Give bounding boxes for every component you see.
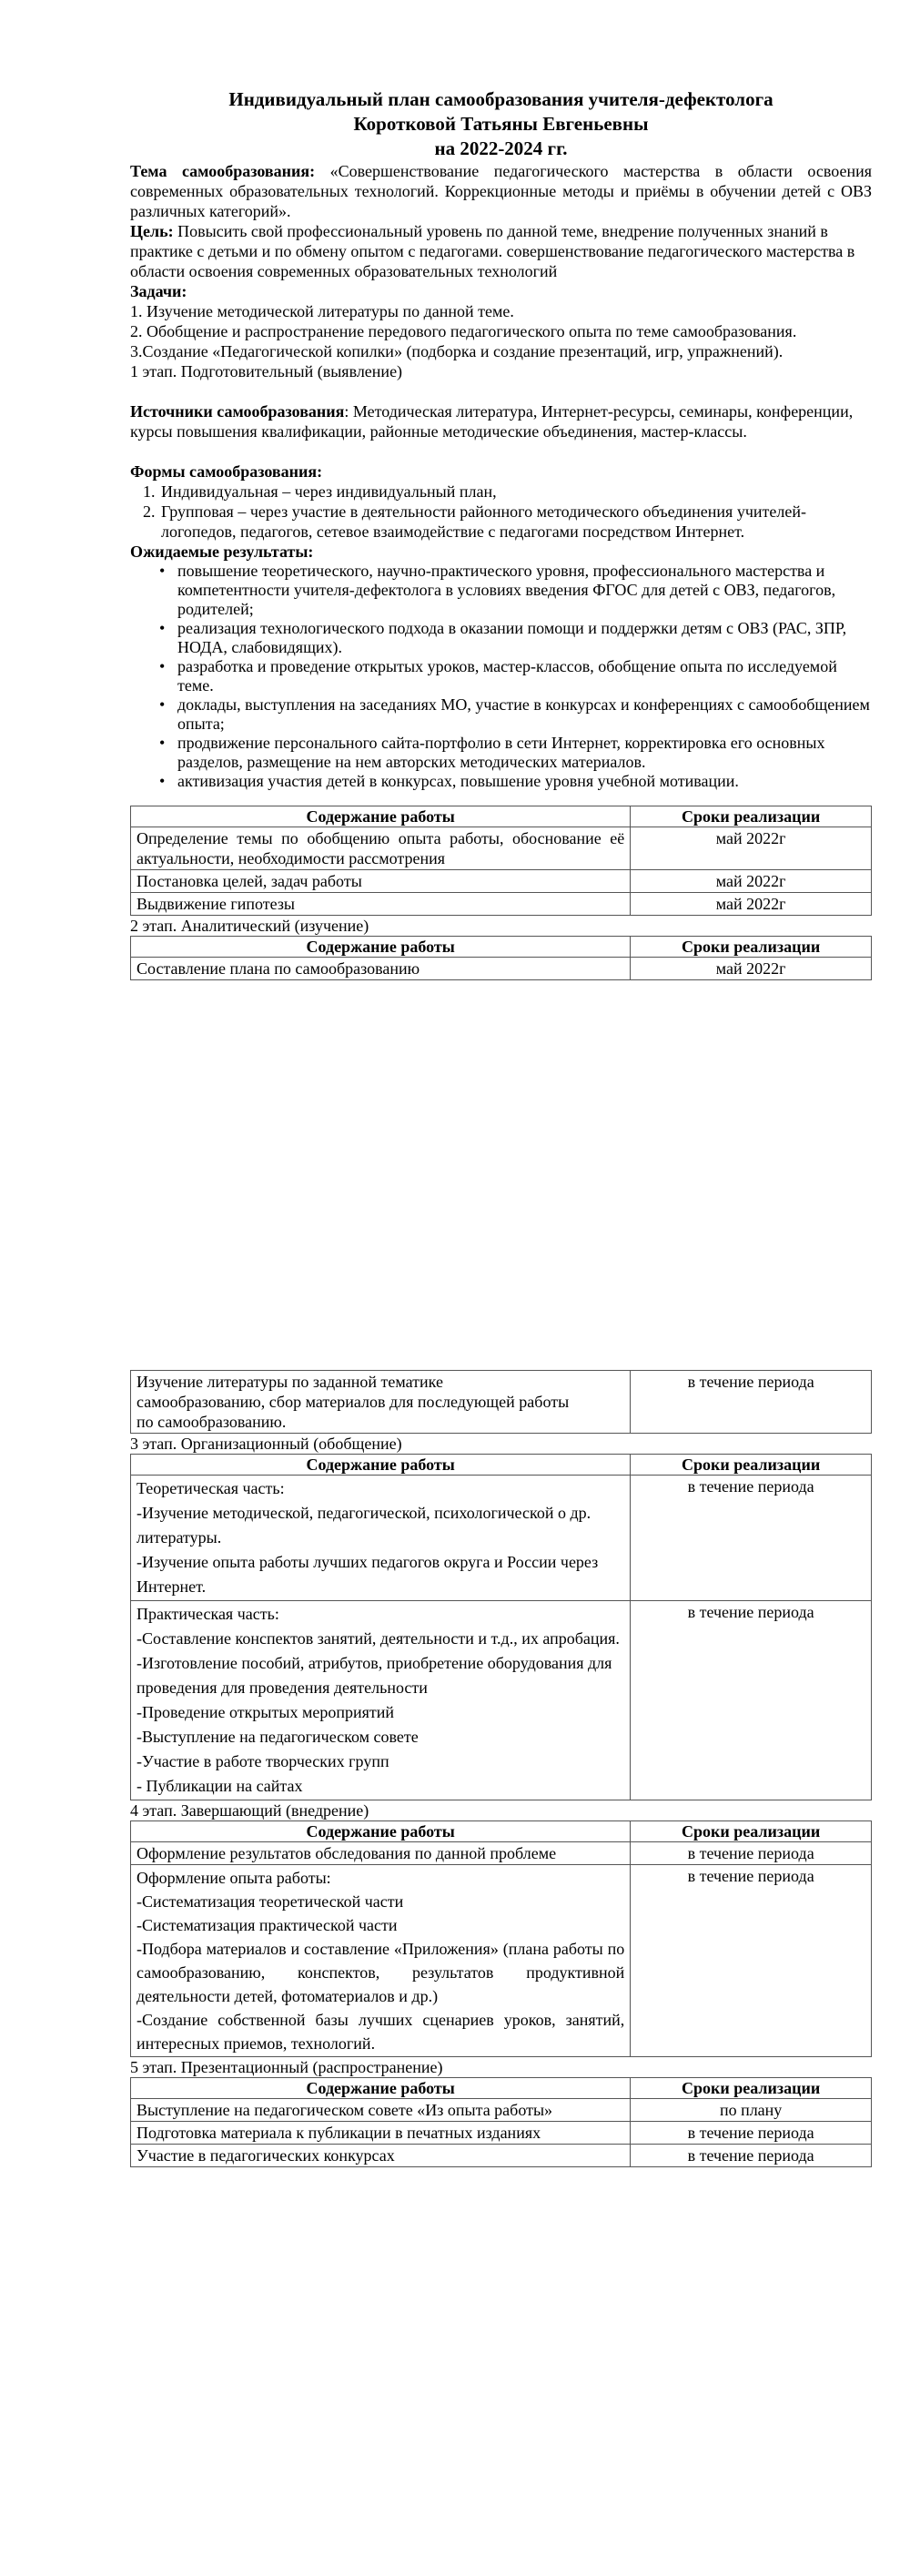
row-content [131,1865,631,2057]
table-header-row [131,1821,872,1842]
header-terms: Сроки реализации [631,937,872,958]
results-label: Ожидаемые результаты: [130,543,314,561]
stage-1-title: 1 этап. Подготовительный (выявление) [130,362,403,380]
table-header-row [131,806,872,827]
tasks-label: Задачи: [130,282,187,300]
doc-title [130,87,872,161]
row-content: Подготовка материала к публикации в печатных изданиях [131,2122,631,2145]
stage-3-table [130,1454,872,1800]
results-item: • разработка и проведение открытых уроков, мастер-классов, обобщение опыта по исследуемой теме. [177,657,872,695]
table-row [131,1865,872,2057]
sheet-1 [130,0,872,980]
stage-5-table [130,2077,872,2167]
results-item: • доклады, выступления на заседаниях МО, участие в конкурсах и конференциях с самообобщением опыта; [177,695,872,734]
row-line: -Выступление на педагогическом совете [136,1728,419,1746]
title-line-3: на 2022-2024 гг. [434,137,568,159]
row-line: -Изготовление пособий, атрибутов, приобретение оборудования для проведения для проведения деятельности [136,1654,612,1697]
sources-text: : Методическая литература, Интернет-ресурсы, семинары, конференции, курсы повышения квалификации, районные методические объединения, мастер-классы. [130,402,854,441]
title-line-2: Коротковой Татьяны Евгеньевны [353,113,649,135]
row-term: май 2022г [631,893,872,916]
header-content: Содержание работы [131,806,631,827]
row-content: Определение темы по обобщению опыта работы, обоснование её актуальности, необходимости рассмотрения [131,827,631,870]
stage-1-table [130,806,872,916]
results-item: • реализация технологического подхода в оказании помощи и поддержки детям с ОВЗ (РАС, ЗПР, НОДА, слабовидящих). [177,619,872,657]
row-content [131,1476,631,1601]
row-line: Практическая часть: [136,1605,279,1623]
goal-text: Повысить свой профессиональный уровень по данной теме, внедрение полученных знаний в практике с детьми и по обмену опытом с педагогами. совершенствование педагогического мастерства в области освоения современных образовательных технологий [130,222,855,280]
table-row [131,1371,872,1434]
stage-4-title: 4 этап. Завершающий (внедрение) [130,1801,369,1820]
row-term: май 2022г [631,870,872,893]
row-content: Постановка целей, задач работы [131,870,631,893]
header-terms: Сроки реализации [631,1455,872,1476]
row-term: в течение периода [631,2145,872,2167]
forms-list [130,482,872,542]
header-terms: Сроки реализации [631,806,872,827]
table-row [131,1842,872,1865]
row-line: -Подбора материалов и составление «Приложения» (плана работы по самообразованию, конспектов, результатов продуктивной деятельности детей, фотоматериалов и др.) [136,1940,625,2005]
row-content [131,1842,631,1865]
header-content: Содержание работы [131,2078,631,2099]
row-line: -Участие в работе творческих групп [136,1752,389,1770]
row-line: Теоретическая часть: [136,1479,285,1497]
topic-label: Тема самообразования: [130,162,316,180]
row-term: в течение периода [631,1371,872,1434]
row-content: Составление плана по самообразованию [131,958,631,980]
row-line: -Систематизация теоретической части [136,1892,404,1911]
stage-3-title: 3 этап. Организационный (обобщение) [130,1435,402,1453]
stage-5-title: 5 этап. Презентационный (распространение) [130,2058,443,2076]
row-line: - Публикации на сайтах [136,1777,303,1795]
row-line: Оформление опыта работы: [136,1869,331,1887]
row-content: Участие в педагогических конкурсах [131,2145,631,2167]
table-row [131,2122,872,2145]
topic-paragraph [130,161,872,221]
row-line: -Изучение опыта работы лучших педагогов округа и России через Интернет. [136,1553,599,1596]
header-content: Содержание работы [131,1455,631,1476]
row-content [131,1601,631,1800]
table-row [131,893,872,916]
results-list [130,562,872,791]
task-item: 3.Создание «Педагогической копилки» (подборка и создание презентаций, игр, упражнений). [130,342,784,360]
task-item: 2. Обобщение и распространение передового педагогического опыта по теме самообразования. [130,322,797,340]
row-line: -Создание собственной базы лучших сценариев уроков, занятий, интересных приемов, технологий. [136,2011,625,2053]
row-line: Оформление результатов обследования по данной проблеме [136,1844,557,1862]
table-row [131,870,872,893]
forms-item: 2. Групповая – через участие в деятельности районного методического объединения учителей-логопедов, педагогов, сетевое взаимодействие с педагогами посредством Интернет. [159,502,872,542]
row-term: май 2022г [631,827,872,870]
sheet-2 [130,1370,872,2167]
forms-item: 1. Индивидуальная – через индивидуальный план, [159,482,872,502]
header-terms: Сроки реализации [631,2078,872,2099]
stage-2-title: 2 этап. Аналитический (изучение) [130,917,369,935]
row-content: Изучение литературы по заданной тематике самообразованию, сбор материалов для последующей работы по самообразованию. [131,1371,631,1434]
table-row [131,958,872,980]
row-term: в течение периода [631,1476,872,1601]
sources-paragraph [130,401,872,441]
row-line: -Проведение открытых мероприятий [136,1703,395,1721]
header-content: Содержание работы [131,1821,631,1842]
table-row [131,827,872,870]
goal-label: Цель: [130,222,174,240]
sources-label: Источники самообразования [130,402,345,421]
table-header-row [131,1455,872,1476]
topic-text: «Совершенствование педагогического мастерства в области освоения современных образовательных технологий. Коррекционные методы и приёмы в обучении детей с ОВЗ различных категорий». [130,162,872,220]
row-term: по плану [631,2099,872,2122]
results-item: • активизация участия детей в конкурсах, повышение уровня учебной мотивации. [177,772,872,791]
stage-4-table [130,1820,872,2057]
results-item: • повышение теоретического, научно-практического уровня, профессионального мастерства и компетентности учителя-дефектолога в условиях введения ФГОС для детей с ОВЗ, педагогов, родителей; [177,562,872,619]
title-line-1: Индивидуальный план самообразования учителя-дефектолога [228,88,774,110]
header-content: Содержание работы [131,937,631,958]
table-row [131,1601,872,1800]
row-term: в течение периода [631,1601,872,1800]
header-terms: Сроки реализации [631,1821,872,1842]
row-term: в течение периода [631,1842,872,1865]
row-term: в течение периода [631,1865,872,2057]
row-content: Выдвижение гипотезы [131,893,631,916]
task-item: 1. Изучение методической литературы по данной теме. [130,302,514,320]
stage-2-table-continued [130,1370,872,1434]
table-row [131,2145,872,2167]
goal-paragraph [130,221,872,281]
table-header-row [131,937,872,958]
row-line: -Составление конспектов занятий, деятельности и т.д., их апробация. [136,1629,620,1648]
row-line: -Изучение методической, педагогической, психологической о др. литературы. [136,1504,592,1547]
row-term: в течение периода [631,2122,872,2145]
table-row [131,2099,872,2122]
table-row [131,1476,872,1601]
results-item: • продвижение персонального сайта-портфолио в сети Интернет, корректировка его основных разделов, размещение на нем авторских методических материалов. [177,734,872,772]
row-line: -Систематизация практической части [136,1916,398,1934]
row-content: Выступление на педагогическом совете «Из опыта работы» [131,2099,631,2122]
row-term: май 2022г [631,958,872,980]
forms-label: Формы самообразования: [130,462,323,481]
stage-2-table [130,936,872,980]
table-header-row [131,2078,872,2099]
